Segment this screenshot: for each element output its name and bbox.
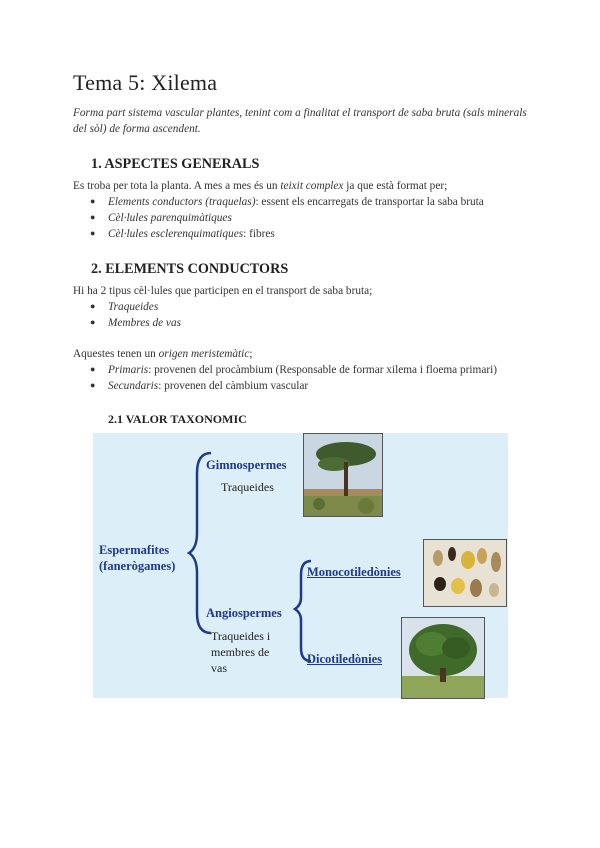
seeds-photo xyxy=(423,539,507,607)
list-item: ● Membres de vas xyxy=(90,317,181,329)
section-2-paragraph-2: Aquestes tenen un origen meristemàtic; xyxy=(73,348,253,360)
pine-tree-photo xyxy=(303,433,383,517)
list-item: ● Traqueides xyxy=(90,301,159,313)
gimnospermes-sub: Traqueides xyxy=(221,480,274,494)
angiospermes-sub-3: vas xyxy=(211,661,227,675)
list-item: ● Secundaris: provenen del càmbium vascular xyxy=(90,380,309,392)
subsection-heading: 2.1 VALOR TAXONOMIC xyxy=(108,412,247,426)
angiospermes-sub-1: Traqueides i xyxy=(211,629,271,643)
angiospermes-label: Angiospermes xyxy=(206,606,282,620)
page-title: Tema 5: Xilema xyxy=(73,70,218,95)
monocotiledonies-label: Monocotiledònies xyxy=(307,565,401,579)
list-item: ● Primaris: provenen del procàmbium (Responsable de formar xilema i floema primari) xyxy=(90,364,498,376)
intro-paragraph: Forma part sistema vascular plantes, tenint com a finalitat el transport de saba bruta (sals minerals del sòl) de forma ascendent. xyxy=(73,107,527,135)
oak-tree-photo xyxy=(401,617,485,699)
list-item: ● Cèl·lules parenquimàtiques xyxy=(90,212,232,224)
list-item: ● Elements conductors (traquelas): essent els encarregats de transportar la saba bruta xyxy=(90,196,484,208)
section-2-paragraph-1: Hi ha 2 tipus cèl·lules que participen en el transport de saba bruta; xyxy=(73,285,373,297)
taxonomy-diagram xyxy=(93,433,508,698)
section-1-heading: 1. ASPECTES GENERALS xyxy=(91,156,260,172)
section-2-heading: 2. ELEMENTS CONDUCTORS xyxy=(91,261,289,277)
list-item: ● Cèl·lules esclerenquimatiques: fibres xyxy=(90,228,275,240)
gimnospermes-label: Gimnospermes xyxy=(206,458,287,472)
section-1-paragraph: Es troba per tota la planta. A mes a mes és un teixit complex ja que està format per; xyxy=(73,180,448,192)
angiospermes-sub-2: membres de xyxy=(211,645,270,659)
root-label-1: Espermafites xyxy=(99,543,170,557)
dicotiledonies-label: Dicotiledònies xyxy=(307,652,382,666)
root-label-2: (fanerògames) xyxy=(99,559,176,573)
